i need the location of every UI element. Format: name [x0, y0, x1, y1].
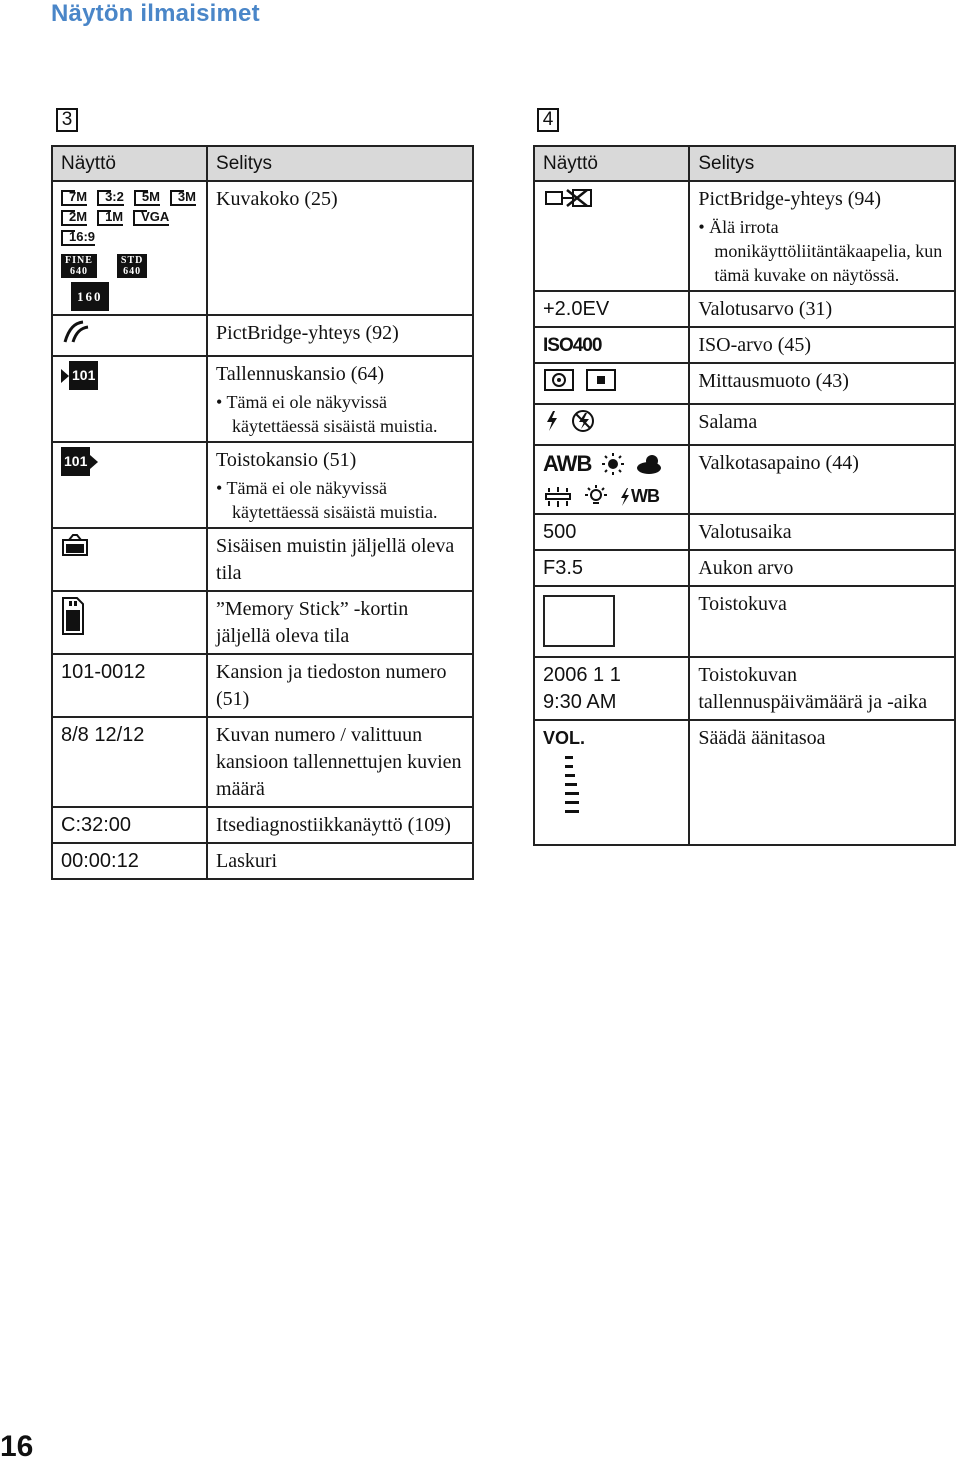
image-size-icon: 7M — [61, 190, 87, 206]
table-row — [534, 327, 955, 363]
table-row — [52, 591, 473, 654]
image-size-icon: 3M — [170, 190, 196, 206]
table-row — [52, 356, 473, 442]
description-cell: Valotusaika — [689, 514, 955, 550]
description-cell: ”Memory Stick” -kortin jäljellä oleva tila — [207, 591, 473, 654]
display-value: 00:00:12 — [52, 843, 207, 879]
image-size-160-icon: 160 — [71, 282, 109, 311]
white-balance-icons-row2 — [543, 483, 680, 510]
table-header-row — [52, 146, 473, 181]
description-cell: PictBridge-yhteys (92) — [207, 315, 473, 356]
note-text: • Älä irrota monikäyttöliitäntäkaapelia, kun tämä kuvake on näytössä. — [698, 215, 946, 287]
pictbridge-disconnect-icon — [543, 193, 595, 215]
recording-folder-icon: 101 — [61, 361, 98, 390]
table-header-row — [534, 146, 955, 181]
white-balance-icons — [543, 450, 680, 477]
description-cell: Säädä äänitasoa — [689, 720, 955, 845]
table-row — [52, 654, 473, 717]
flash-icon — [543, 416, 599, 438]
display-value: F3.5 — [534, 550, 689, 586]
table-row — [534, 291, 955, 327]
quality-fine-icon: FINE 640 — [61, 254, 97, 278]
table-row — [52, 843, 473, 879]
image-size-icon: 5M — [134, 190, 160, 206]
playback-frame-icon — [543, 595, 615, 647]
description-cell: Valkotasapaino (44) — [689, 445, 955, 514]
description-cell: Kansion ja tiedoston numero (51) — [207, 654, 473, 717]
table-row — [534, 181, 955, 291]
page-number: 16 — [0, 1430, 34, 1463]
table-row — [52, 442, 473, 528]
incandescent-icon — [581, 485, 611, 509]
internal-memory-icon — [61, 540, 89, 562]
cloudy-icon — [635, 452, 663, 476]
table-row — [52, 528, 473, 591]
image-size-icon: 1M — [97, 210, 123, 226]
playback-folder-icon: 101 — [61, 447, 98, 476]
display-value: +2.0EV — [534, 291, 689, 327]
description-cell: Aukon arvo — [689, 550, 955, 586]
volume-label: VOL. — [543, 728, 586, 748]
table-row — [52, 315, 473, 356]
daylight-icon — [599, 452, 627, 476]
image-size-icon: VGA — [133, 210, 169, 226]
description-cell: Toistokansio (51) — [216, 449, 357, 471]
table-row — [534, 657, 955, 720]
description-cell: Mittausmuoto (43) — [689, 363, 955, 404]
display-value: 8/8 12/12 — [52, 717, 207, 807]
display-value-date: 2006 1 1 — [543, 664, 621, 686]
image-size-icons — [61, 190, 198, 311]
note-text: • Tämä ei ole näkyvissä käytettäessä sisäistä muistia. — [216, 390, 464, 438]
description-cell: Valotusarvo (31) — [689, 291, 955, 327]
display-value: 500 — [534, 514, 689, 550]
memory-stick-icon — [61, 619, 85, 641]
table-row — [52, 807, 473, 843]
metering-icon — [543, 375, 619, 397]
description-cell: Sisäisen muistin jäljellä oleva tila — [207, 528, 473, 591]
indicator-table-3 — [51, 145, 474, 880]
table-row — [534, 514, 955, 550]
table-row — [534, 363, 955, 404]
image-size-icon: 3:2 — [97, 190, 124, 206]
description-cell: Itsediagnostiikkanäyttö (109) — [207, 807, 473, 843]
section-number: 4 — [537, 108, 559, 132]
column-header-display: Näyttö — [534, 146, 689, 181]
description-cell: ISO-arvo (45) — [689, 327, 955, 363]
table-row — [534, 445, 955, 514]
description-cell: PictBridge-yhteys (94) — [698, 188, 882, 210]
section-number: 3 — [56, 108, 78, 132]
image-size-icon: 2M — [61, 210, 87, 226]
description-cell: Toistokuvan tallennuspäivämäärä ja -aika — [689, 657, 955, 720]
table-row — [534, 550, 955, 586]
quality-standard-icon: STD 640 — [117, 254, 147, 278]
description-cell: Toistokuva — [689, 586, 955, 657]
fluorescent-icon — [543, 485, 573, 509]
table-row — [534, 586, 955, 657]
display-value: C:32:00 — [52, 807, 207, 843]
column-header-description: Selitys — [689, 146, 955, 181]
table-row — [534, 720, 955, 845]
page-header-title: Näytön ilmaisimet — [51, 0, 260, 27]
display-value-time: 9:30 AM — [543, 691, 617, 713]
description-cell: Laskuri — [207, 843, 473, 879]
auto-white-balance-icon: AWB — [543, 451, 592, 476]
column-header-display: Näyttö — [52, 146, 207, 181]
table-row — [534, 404, 955, 445]
table-row — [52, 717, 473, 807]
note-text: • Tämä ei ole näkyvissä käytettäessä sisäistä muistia. — [216, 476, 464, 524]
description-cell: Tallennuskansio (64) — [216, 363, 385, 385]
flash-white-balance-icon: WB — [619, 483, 659, 510]
description-cell: Kuvan numero / valittuun kansioon tallennettujen kuvien määrä — [207, 717, 473, 807]
column-header-description: Selitys — [207, 146, 473, 181]
iso-icon: ISO400 — [543, 335, 602, 356]
indicator-table-4 — [533, 145, 956, 846]
table-row — [52, 181, 473, 315]
display-value: 101-0012 — [52, 654, 207, 717]
image-size-icon: 16:9 — [61, 230, 95, 246]
description-cell: Salama — [689, 404, 955, 445]
pictbridge-connect-icon — [61, 325, 91, 350]
volume-level-icon — [565, 756, 680, 813]
description-cell: Kuvakoko (25) — [207, 181, 473, 315]
